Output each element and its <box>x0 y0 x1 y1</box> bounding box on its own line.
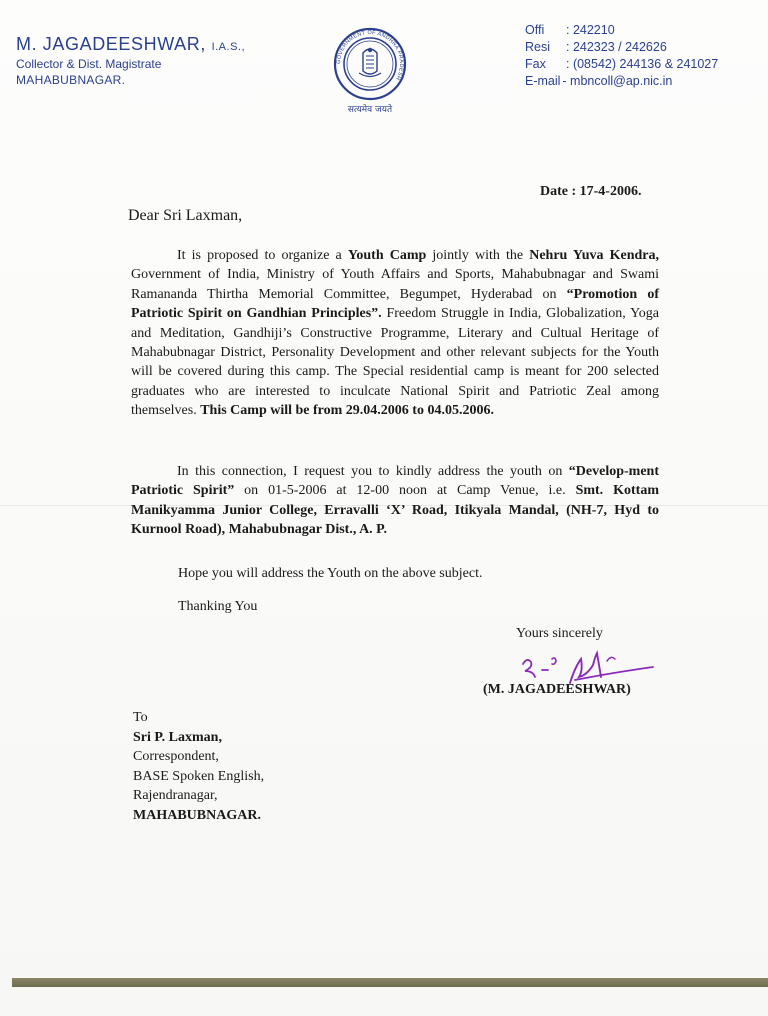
paragraph-request <box>131 462 659 540</box>
letter-date: Date : 17-4-2006. <box>540 184 642 199</box>
address-line: Correspondent, <box>133 749 219 764</box>
theme-emphasis: “Promotion of Patriotic Spirit on Gandhian Principles”. <box>131 286 659 322</box>
closing: Yours sincerely <box>516 626 603 641</box>
recipient-address <box>133 708 264 825</box>
sender-name-text: M. JAGADEESHWAR, <box>16 34 206 54</box>
text-run: It is proposed to organize a <box>177 248 348 263</box>
emblem-motto: सत्यमेव जयते <box>347 105 393 115</box>
sender-name <box>16 34 245 55</box>
contact-label: E-mail <box>525 74 561 88</box>
emblem-ring-text: GOVERNMENT OF ANDHRA PRADESH <box>335 29 405 82</box>
contact-residence <box>525 39 718 56</box>
topic-emphasis: “Develop-ment Patriotic Spirit” <box>131 464 659 499</box>
paragraph-camp-details <box>131 246 659 421</box>
sender-suffix: I.A.S., <box>211 41 246 53</box>
contact-value: - mbncoll@ap.nic.in <box>562 74 673 88</box>
text-run: on 01-5-2006 at 12-00 noon at Camp Venue, i.e. <box>234 483 576 499</box>
address-to: To <box>133 710 148 725</box>
paragraph-hope: Hope you will address the Youth on the above subject. <box>178 566 483 581</box>
text-run: Freedom Struggle in India, Globalization, Yoga and Meditation, Gandhiji’s Constructive Programme, Literary and Cultual Heritage of Mahabubnagar District, Personality Development and other relevant subjects for the Youth will be covered during this camp. The Special residential camp is meant for 200 selected graduates who are interested to inculcate National Spirit and Patriotic Zeal among themselves. <box>131 306 659 419</box>
letterhead-sender <box>16 34 245 87</box>
letterhead-contacts <box>525 22 718 90</box>
contact-label: Fax <box>525 57 546 71</box>
text-run: jointly with the <box>426 248 530 263</box>
thanking-line: Thanking You <box>178 599 258 614</box>
sender-place: MAHABUBNAGAR. <box>16 73 126 87</box>
contact-label: Offi <box>525 23 545 37</box>
address-city: MAHABUBNAGAR. <box>133 807 261 823</box>
contact-fax <box>525 56 718 73</box>
contact-email <box>525 73 718 90</box>
text-run: Government of India, Ministry of Youth Affairs and Sports, Mahabubnagar and Swami Ramananda Thirtha Memorial Committee, Begumpet, Hyderabad on <box>131 267 659 302</box>
contact-label: Resi <box>525 40 551 54</box>
contact-value: : 242323 / 242626 <box>566 40 667 54</box>
contact-office <box>525 22 718 39</box>
text-run: In this connection, I request you to kindly address the youth on <box>177 464 569 479</box>
recipient-name: Sri P. Laxman, <box>133 729 222 745</box>
address-line: Rajendranagar, <box>133 788 218 803</box>
contact-value: : 242210 <box>566 23 615 37</box>
youth-camp-emphasis: Youth Camp <box>347 248 427 263</box>
sender-designation: Collector & Dist. Magistrate <box>16 57 162 71</box>
camp-dates-emphasis: This Camp will be from 29.04.2006 to 04.05.2006. <box>200 403 494 419</box>
address-line: BASE Spoken English, <box>133 768 265 784</box>
signer-name: (M. JAGADEESHWAR) <box>483 682 631 697</box>
state-emblem-icon <box>333 27 407 123</box>
nyk-emphasis: Nehru Yuva Kendra, <box>529 248 659 263</box>
contact-value: : (08542) 244136 & 241027 <box>566 57 719 71</box>
venue-emphasis: Smt. Kottam Manikyamma Junior College, Erravalli ‘X’ Road, Itikyala Mandal, (NH-7, Hyd to Kurnool Road), Mahabubnagar Dist., A. P. <box>131 483 659 538</box>
salutation: Dear Sri Laxman, <box>128 207 243 224</box>
letterhead-bottom-rule <box>12 978 768 987</box>
